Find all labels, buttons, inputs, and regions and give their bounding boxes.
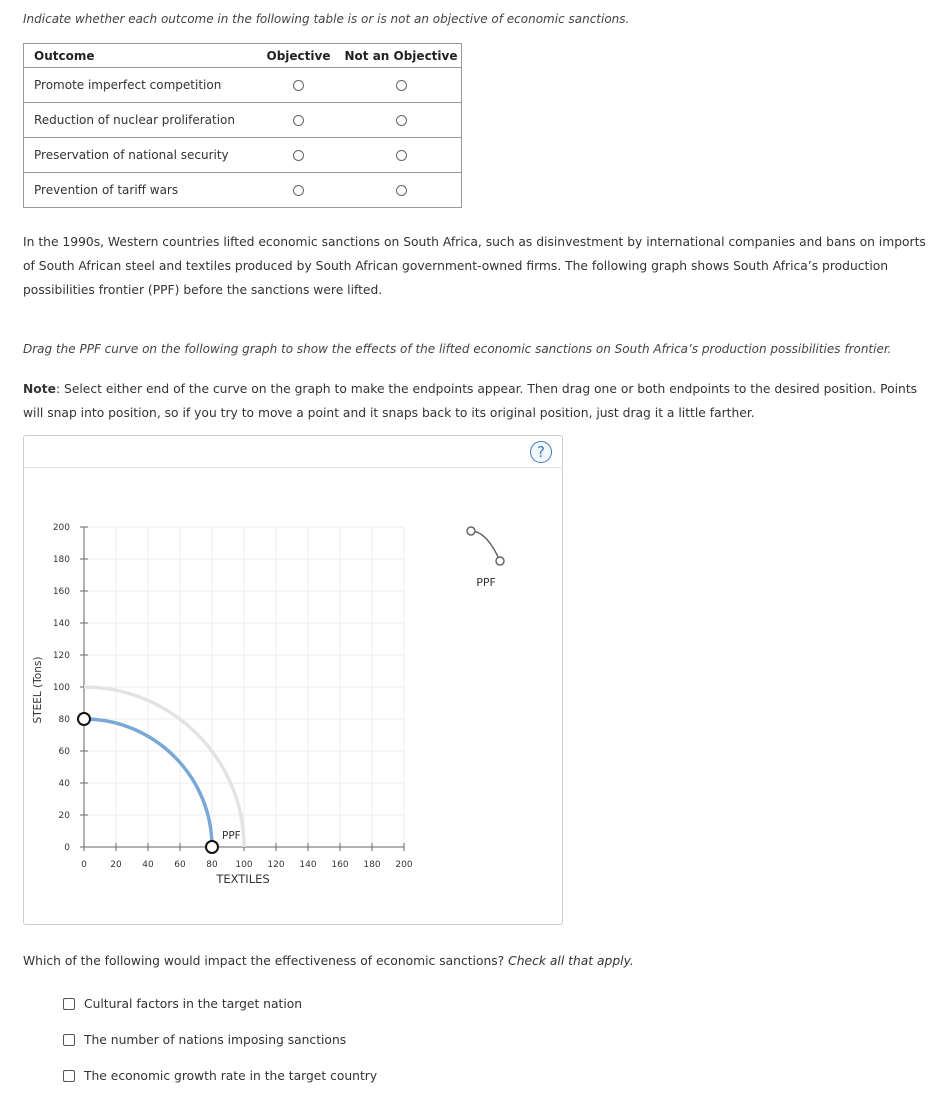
- x-tick-label: 180: [363, 860, 381, 870]
- header-outcome: Outcome: [24, 44, 257, 68]
- y-tick-label: 100: [52, 683, 70, 693]
- x-tick-label: 140: [299, 860, 317, 870]
- outcome-label: Preservation of national security: [24, 138, 257, 173]
- context-paragraph: In the 1990s, Western countries lifted economic sanctions on South Africa, such as disinvestment by international companies and bans on imports of South African steel and textiles produced by South African government-owned firms. The following graph shows South Africa’s production possibilities frontier (PPF) before the sanctions were lifted.: [23, 235, 926, 297]
- question-2-text: Which of the following would impact the effectiveness of economic sanctions?: [23, 954, 505, 968]
- y-tick-label: 0: [64, 843, 70, 853]
- legend-endpoint-icon: [496, 557, 504, 565]
- legend-label: PPF: [476, 576, 496, 589]
- ppf-steel-endpoint-handle[interactable]: [78, 713, 90, 725]
- y-tick-label: 60: [58, 747, 70, 757]
- option-label[interactable]: The economic growth rate in the target country: [84, 1069, 378, 1083]
- x-axis-label: TEXTILES: [216, 872, 270, 886]
- x-tick-label: 40: [142, 860, 154, 870]
- y-tick-label: 40: [58, 779, 70, 789]
- checkbox-economic-growth[interactable]: [63, 1070, 75, 1082]
- x-tick-label: 200: [395, 860, 413, 870]
- tick-labels: [53, 523, 413, 870]
- y-tick-label: 20: [58, 811, 70, 821]
- ppf-curve-label: PPF: [222, 830, 241, 842]
- header-objective: Objective: [256, 44, 341, 68]
- note-label: Note: [23, 382, 56, 396]
- note-text: : Select either end of the curve on the graph to make the endpoints appear. Then drag one or both endpoints to the desired position. Points will snap into position, so if you try to move a point and it snaps back to its original position, just drag it a little farther.: [23, 382, 918, 420]
- y-tick-label: 160: [52, 587, 70, 597]
- outcome-label: Promote imperfect competition: [24, 68, 257, 103]
- help-icon[interactable]: ?: [530, 441, 552, 463]
- axes: [80, 527, 404, 851]
- option-label[interactable]: The number of nations imposing sanctions: [84, 1033, 347, 1047]
- grid: [84, 527, 404, 847]
- x-tick-label: 120: [267, 860, 285, 870]
- outcome-label: Prevention of tariff wars: [24, 173, 257, 208]
- reference-ppf-curve: [84, 687, 244, 847]
- x-tick-label: 60: [174, 860, 186, 870]
- header-not-objective: Not an Objective: [341, 44, 462, 68]
- x-tick-label: 160: [331, 860, 349, 870]
- x-tick-label: 20: [110, 860, 122, 870]
- ppf-legend-tool[interactable]: [467, 527, 504, 589]
- table-instruction: Indicate whether each outcome in the following table is or is not an objective of economic sanctions.: [23, 12, 630, 26]
- option-label[interactable]: Cultural factors in the target nation: [84, 997, 303, 1011]
- y-tick-label: 140: [52, 619, 70, 629]
- checkbox-cultural-factors[interactable]: [63, 998, 75, 1010]
- legend-curve-icon: [471, 531, 500, 561]
- x-tick-label: 100: [235, 860, 253, 870]
- x-tick-label: 0: [81, 860, 87, 870]
- checkbox-number-of-nations[interactable]: [63, 1034, 75, 1046]
- drag-instruction: Drag the PPF curve on the following graph to show the effects of the lifted economic sanctions on South Africa’s production possibilities frontier.: [23, 342, 892, 356]
- y-tick-label: 200: [52, 523, 70, 533]
- ppf-textiles-endpoint-handle[interactable]: [206, 841, 218, 853]
- y-tick-label: 120: [52, 651, 70, 661]
- y-axis-label: STEEL (Tons): [32, 656, 44, 724]
- question-2-hint: Check all that apply.: [508, 954, 634, 968]
- y-tick-label: 80: [58, 715, 70, 725]
- outcome-label: Reduction of nuclear proliferation: [24, 103, 257, 138]
- legend-endpoint-icon: [467, 527, 475, 535]
- y-tick-label: 180: [52, 555, 70, 565]
- x-tick-label: 80: [206, 860, 218, 870]
- question-2: [23, 954, 634, 968]
